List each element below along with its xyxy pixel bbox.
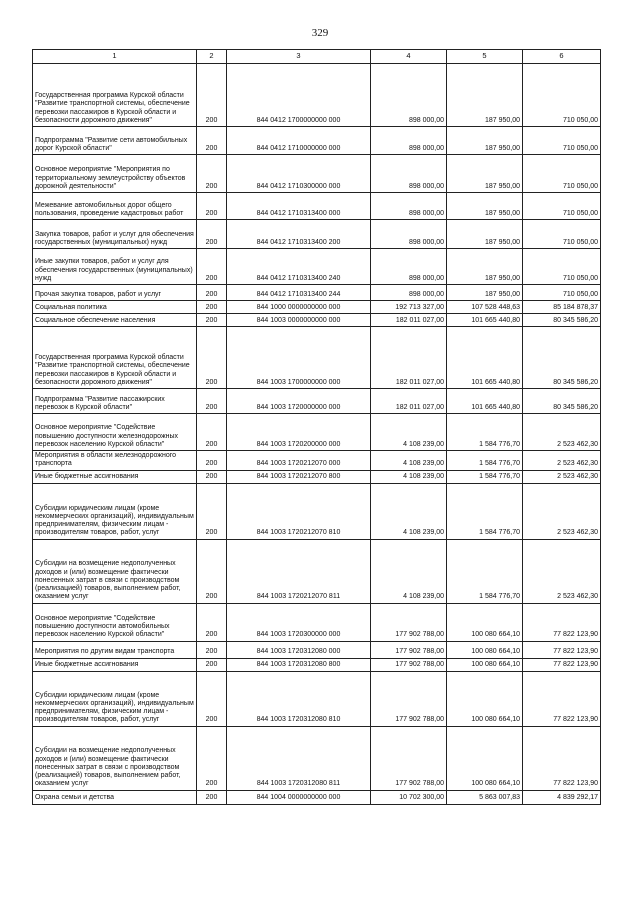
row-value-col4-cell: 898 000,00 [371, 155, 447, 193]
row-value-col5-cell: 1 584 776,70 [447, 414, 523, 451]
row-code-cell: 844 1003 0000000000 000 [227, 314, 371, 327]
row-value-col4-cell: 898 000,00 [371, 220, 447, 249]
row-value-col4-cell: 182 011 027,00 [371, 327, 447, 389]
row-value-col6-cell: 710 050,00 [523, 64, 601, 127]
row-code-cell: 844 0412 1700000000 000 [227, 64, 371, 127]
table-row [33, 64, 601, 127]
row-name-cell: Охрана семьи и детства [33, 790, 197, 804]
row-code-cell: 844 0412 1710313400 240 [227, 249, 371, 285]
row-code-cell: 844 1003 1720312080 000 [227, 641, 371, 658]
row-value-col6-cell: 2 523 462,30 [523, 470, 601, 483]
row-value-col5-cell: 100 080 664,10 [447, 658, 523, 671]
row-manager-cell: 200 [197, 327, 227, 389]
row-value-col6-cell: 2 523 462,30 [523, 414, 601, 451]
row-value-col4-cell: 4 108 239,00 [371, 451, 447, 471]
table-row [33, 483, 601, 539]
row-value-col4-cell: 898 000,00 [371, 127, 447, 155]
row-value-col4-cell: 4 108 239,00 [371, 539, 447, 603]
table-row [33, 301, 601, 314]
row-value-col5-cell: 187 950,00 [447, 155, 523, 193]
row-value-col6-cell: 2 523 462,30 [523, 539, 601, 603]
row-manager-cell: 200 [197, 790, 227, 804]
row-name-cell: Мероприятия по другим видам транспорта [33, 641, 197, 658]
row-value-col5-cell: 107 528 448,63 [447, 301, 523, 314]
table-row [33, 414, 601, 451]
table-row [33, 193, 601, 220]
row-manager-cell: 200 [197, 641, 227, 658]
row-value-col6-cell: 77 822 123,90 [523, 603, 601, 641]
row-value-col6-cell: 710 050,00 [523, 220, 601, 249]
row-value-col5-cell: 100 080 664,10 [447, 671, 523, 726]
row-value-col4-cell: 177 902 788,00 [371, 641, 447, 658]
row-manager-cell: 200 [197, 470, 227, 483]
row-code-cell: 844 1003 1700000000 000 [227, 327, 371, 389]
column-number-row [33, 50, 601, 64]
column-header: 4 [371, 50, 447, 64]
row-manager-cell: 200 [197, 155, 227, 193]
row-name-cell: Субсидии юридическим лицам (кроме некоммерческих организаций), индивидуальным предпринимателям, физическим лицам - производителям товаров, работ, услуг [33, 671, 197, 726]
row-code-cell: 844 1000 0000000000 000 [227, 301, 371, 314]
row-name-cell: Субсидии на возмещение недополученных доходов и (или) возмещение фактически понесенных затрат в связи с производством (реализацией) товаров, выполнением работ, оказанием услуг [33, 726, 197, 790]
row-name-cell: Основное мероприятие "Содействие повышению доступности автомобильных перевозок населению Курской области" [33, 603, 197, 641]
table-row [33, 327, 601, 389]
row-name-cell: Основное мероприятие "Мероприятия по территориальному землеустройству объектов дорожной деятельности" [33, 155, 197, 193]
row-manager-cell: 200 [197, 658, 227, 671]
row-code-cell: 844 1003 1720300000 000 [227, 603, 371, 641]
row-value-col4-cell: 4 108 239,00 [371, 414, 447, 451]
row-manager-cell: 200 [197, 389, 227, 414]
row-name-cell: Иные бюджетные ассигнования [33, 658, 197, 671]
row-manager-cell: 200 [197, 539, 227, 603]
row-manager-cell: 200 [197, 301, 227, 314]
row-name-cell: Социальная политика [33, 301, 197, 314]
table-row [33, 603, 601, 641]
row-name-cell: Государственная программа Курской области "Развитие транспортной системы, обеспечение перевозки пассажиров в Курской области и безопасности дорожного движения" [33, 327, 197, 389]
row-value-col4-cell: 898 000,00 [371, 64, 447, 127]
row-value-col5-cell: 100 080 664,10 [447, 603, 523, 641]
row-code-cell: 844 1003 1720212070 811 [227, 539, 371, 603]
row-code-cell: 844 1003 1720312080 810 [227, 671, 371, 726]
row-value-col5-cell: 101 665 440,80 [447, 327, 523, 389]
row-name-cell: Основное мероприятие "Содействие повышению доступности железнодорожных перевозок населению Курской области" [33, 414, 197, 451]
row-manager-cell: 200 [197, 603, 227, 641]
row-name-cell: Субсидии на возмещение недополученных доходов и (или) возмещение фактически понесенных затрат в связи с производством (реализацией) товаров, выполнением работ, оказанием услуг [33, 539, 197, 603]
row-value-col6-cell: 710 050,00 [523, 127, 601, 155]
row-value-col4-cell: 192 713 327,00 [371, 301, 447, 314]
table-row [33, 671, 601, 726]
row-value-col5-cell: 101 665 440,80 [447, 314, 523, 327]
row-manager-cell: 200 [197, 285, 227, 301]
table-row [33, 220, 601, 249]
column-header: 6 [523, 50, 601, 64]
table-row [33, 127, 601, 155]
row-value-col6-cell: 710 050,00 [523, 193, 601, 220]
table-row [33, 285, 601, 301]
row-value-col6-cell: 77 822 123,90 [523, 641, 601, 658]
table-row [33, 658, 601, 671]
row-value-col4-cell: 177 902 788,00 [371, 658, 447, 671]
column-header: 1 [33, 50, 197, 64]
budget-table-body [33, 50, 601, 805]
row-value-col5-cell: 5 863 007,83 [447, 790, 523, 804]
row-code-cell: 844 1003 1720312080 800 [227, 658, 371, 671]
row-value-col5-cell: 187 950,00 [447, 193, 523, 220]
row-value-col6-cell: 710 050,00 [523, 285, 601, 301]
row-code-cell: 844 0412 1710000000 000 [227, 127, 371, 155]
row-value-col6-cell: 80 345 586,20 [523, 389, 601, 414]
row-value-col4-cell: 898 000,00 [371, 193, 447, 220]
row-value-col5-cell: 100 080 664,10 [447, 641, 523, 658]
row-value-col5-cell: 100 080 664,10 [447, 726, 523, 790]
row-code-cell: 844 1003 1720000000 000 [227, 389, 371, 414]
row-name-cell: Мероприятия в области железнодорожного транспорта [33, 451, 197, 471]
row-name-cell: Подпрограмма "Развитие сети автомобильных дорог Курской области" [33, 127, 197, 155]
row-value-col6-cell: 2 523 462,30 [523, 451, 601, 471]
row-value-col5-cell: 187 950,00 [447, 64, 523, 127]
row-value-col6-cell: 710 050,00 [523, 249, 601, 285]
table-row [33, 470, 601, 483]
row-code-cell: 844 1004 0000000000 000 [227, 790, 371, 804]
row-manager-cell: 200 [197, 193, 227, 220]
row-value-col6-cell: 77 822 123,90 [523, 671, 601, 726]
row-manager-cell: 200 [197, 726, 227, 790]
row-value-col4-cell: 4 108 239,00 [371, 483, 447, 539]
row-manager-cell: 200 [197, 314, 227, 327]
row-name-cell: Иные бюджетные ассигнования [33, 470, 197, 483]
column-header: 3 [227, 50, 371, 64]
row-code-cell: 844 0412 1710313400 200 [227, 220, 371, 249]
row-value-col5-cell: 187 950,00 [447, 285, 523, 301]
row-value-col6-cell: 80 345 586,20 [523, 314, 601, 327]
row-code-cell: 844 1003 1720312080 811 [227, 726, 371, 790]
row-value-col4-cell: 10 702 300,00 [371, 790, 447, 804]
row-manager-cell: 200 [197, 127, 227, 155]
row-code-cell: 844 1003 1720212070 800 [227, 470, 371, 483]
table-row [33, 539, 601, 603]
row-value-col4-cell: 898 000,00 [371, 249, 447, 285]
row-value-col4-cell: 177 902 788,00 [371, 671, 447, 726]
row-value-col4-cell: 177 902 788,00 [371, 726, 447, 790]
row-code-cell: 844 1003 1720200000 000 [227, 414, 371, 451]
row-manager-cell: 200 [197, 671, 227, 726]
column-header: 5 [447, 50, 523, 64]
row-manager-cell: 200 [197, 414, 227, 451]
row-manager-cell: 200 [197, 249, 227, 285]
row-value-col6-cell: 2 523 462,30 [523, 483, 601, 539]
row-name-cell: Межевание автомобильных дорог общего пользования, проведение кадастровых работ [33, 193, 197, 220]
table-row [33, 314, 601, 327]
row-value-col4-cell: 182 011 027,00 [371, 314, 447, 327]
row-manager-cell: 200 [197, 451, 227, 471]
row-manager-cell: 200 [197, 64, 227, 127]
row-value-col5-cell: 187 950,00 [447, 220, 523, 249]
row-name-cell: Прочая закупка товаров, работ и услуг [33, 285, 197, 301]
row-value-col5-cell: 1 584 776,70 [447, 451, 523, 471]
row-manager-cell: 200 [197, 220, 227, 249]
budget-table [32, 49, 601, 805]
row-value-col6-cell: 710 050,00 [523, 155, 601, 193]
row-manager-cell: 200 [197, 483, 227, 539]
table-row [33, 451, 601, 471]
row-value-col5-cell: 187 950,00 [447, 127, 523, 155]
row-value-col6-cell: 80 345 586,20 [523, 327, 601, 389]
row-name-cell: Иные закупки товаров, работ и услуг для обеспечения государственных (муниципальных) нужд [33, 249, 197, 285]
row-value-col5-cell: 1 584 776,70 [447, 470, 523, 483]
row-value-col5-cell: 1 584 776,70 [447, 539, 523, 603]
row-code-cell: 844 0412 1710300000 000 [227, 155, 371, 193]
table-row [33, 389, 601, 414]
table-row [33, 790, 601, 804]
row-value-col6-cell: 77 822 123,90 [523, 658, 601, 671]
row-code-cell: 844 0412 1710313400 000 [227, 193, 371, 220]
row-code-cell: 844 1003 1720212070 000 [227, 451, 371, 471]
row-code-cell: 844 1003 1720212070 810 [227, 483, 371, 539]
row-value-col6-cell: 4 839 292,17 [523, 790, 601, 804]
row-name-cell: Закупка товаров, работ и услуг для обеспечения государственных (муниципальных) нужд [33, 220, 197, 249]
row-value-col4-cell: 4 108 239,00 [371, 470, 447, 483]
table-row [33, 155, 601, 193]
row-value-col5-cell: 101 665 440,80 [447, 389, 523, 414]
column-header: 2 [197, 50, 227, 64]
row-value-col5-cell: 187 950,00 [447, 249, 523, 285]
page-number: 329 [311, 27, 329, 39]
row-value-col4-cell: 182 011 027,00 [371, 389, 447, 414]
table-row [33, 726, 601, 790]
row-name-cell: Субсидии юридическим лицам (кроме некоммерческих организаций), индивидуальным предпринимателям, физическим лицам - производителям товаров, работ, услуг [33, 483, 197, 539]
row-name-cell: Социальное обеспечение населения [33, 314, 197, 327]
row-value-col6-cell: 85 184 878,37 [523, 301, 601, 314]
table-row [33, 641, 601, 658]
table-row [33, 249, 601, 285]
row-value-col4-cell: 898 000,00 [371, 285, 447, 301]
row-name-cell: Государственная программа Курской области "Развитие транспортной системы, обеспечение перевозки пассажиров в Курской области и безопасности дорожного движения" [33, 64, 197, 127]
row-name-cell: Подпрограмма "Развитие пассажирских перевозок в Курской области" [33, 389, 197, 414]
row-code-cell: 844 0412 1710313400 244 [227, 285, 371, 301]
row-value-col6-cell: 77 822 123,90 [523, 726, 601, 790]
row-value-col5-cell: 1 584 776,70 [447, 483, 523, 539]
row-value-col4-cell: 177 902 788,00 [371, 603, 447, 641]
